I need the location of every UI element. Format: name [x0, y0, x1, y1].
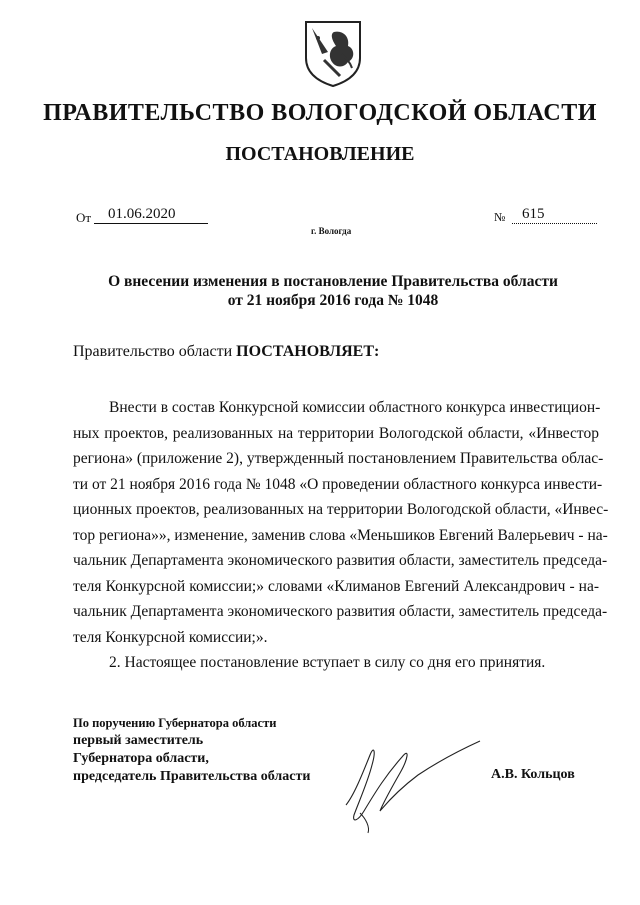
body-line: ти от 21 ноября 2016 года № 1048 «О проведении областного конкурса инвести- [73, 475, 603, 493]
handwritten-signature [340, 735, 490, 835]
body-line: ных проектов, реализованных на территории Вологодской области, «Инвестор [73, 424, 599, 442]
body-line: чальник Департамента экономического развития области, заместитель председа- [73, 603, 608, 620]
signer-name: А.В. Кольцов [491, 767, 575, 782]
body-line: чальник Департамента экономического развития области, заместитель председа- [73, 552, 608, 569]
signatory-line-4: председатель Правительства области [73, 769, 311, 784]
body-line: региона» (приложение 2), утвержденный постановлением Правительства облас- [73, 450, 604, 467]
number-label: № [494, 210, 506, 224]
document-subject [60, 272, 606, 310]
subject-line-1: О внесении изменения в постановление Правительства области [108, 273, 558, 290]
intro-emphasis: ПОСТАНОВЛЯЕТ: [236, 343, 380, 360]
document-type: ПОСТАНОВЛЕНИЕ [225, 143, 415, 165]
signatory-line-2: первый заместитель [73, 733, 204, 748]
subject-line-2: от 21 ноября 2016 года № 1048 [227, 292, 439, 309]
document-date: 01.06.2020 [94, 205, 208, 224]
signature-block [73, 714, 310, 786]
resolution-body [73, 395, 609, 676]
resolution-intro [73, 343, 379, 361]
signatory-line-1: По поручению Губернатора области [73, 716, 277, 730]
body-line: Внести в состав Конкурсной комиссии областного конкурса инвестицион- [109, 399, 601, 416]
coat-of-arms-icon [302, 18, 364, 88]
organization-title: ПРАВИТЕЛЬСТВО ВОЛОГОДСКОЙ ОБЛАСТИ [43, 100, 597, 126]
city: г. Вологда [311, 226, 352, 236]
intro-prefix: Правительство области [73, 343, 233, 360]
document-number: 615 [512, 205, 597, 224]
body-line: 2. Настоящее постановление вступает в силу со дня его принятия. [109, 654, 546, 671]
body-line: теля Конкурсной комиссии;». [73, 628, 268, 646]
date-label: От [76, 210, 92, 225]
signatory-line-3: Губернатора области, [73, 751, 209, 766]
body-line: тор региона»», изменение, заменив слова «Меньшиков Евгений Валерьевич - на- [73, 526, 608, 544]
body-line: ционных проектов, реализованных на территории Вологодской области, «Инвес- [73, 501, 609, 518]
body-line: теля Конкурсной комиссии;» словами «Климанов Евгений Александрович - на- [73, 577, 599, 595]
